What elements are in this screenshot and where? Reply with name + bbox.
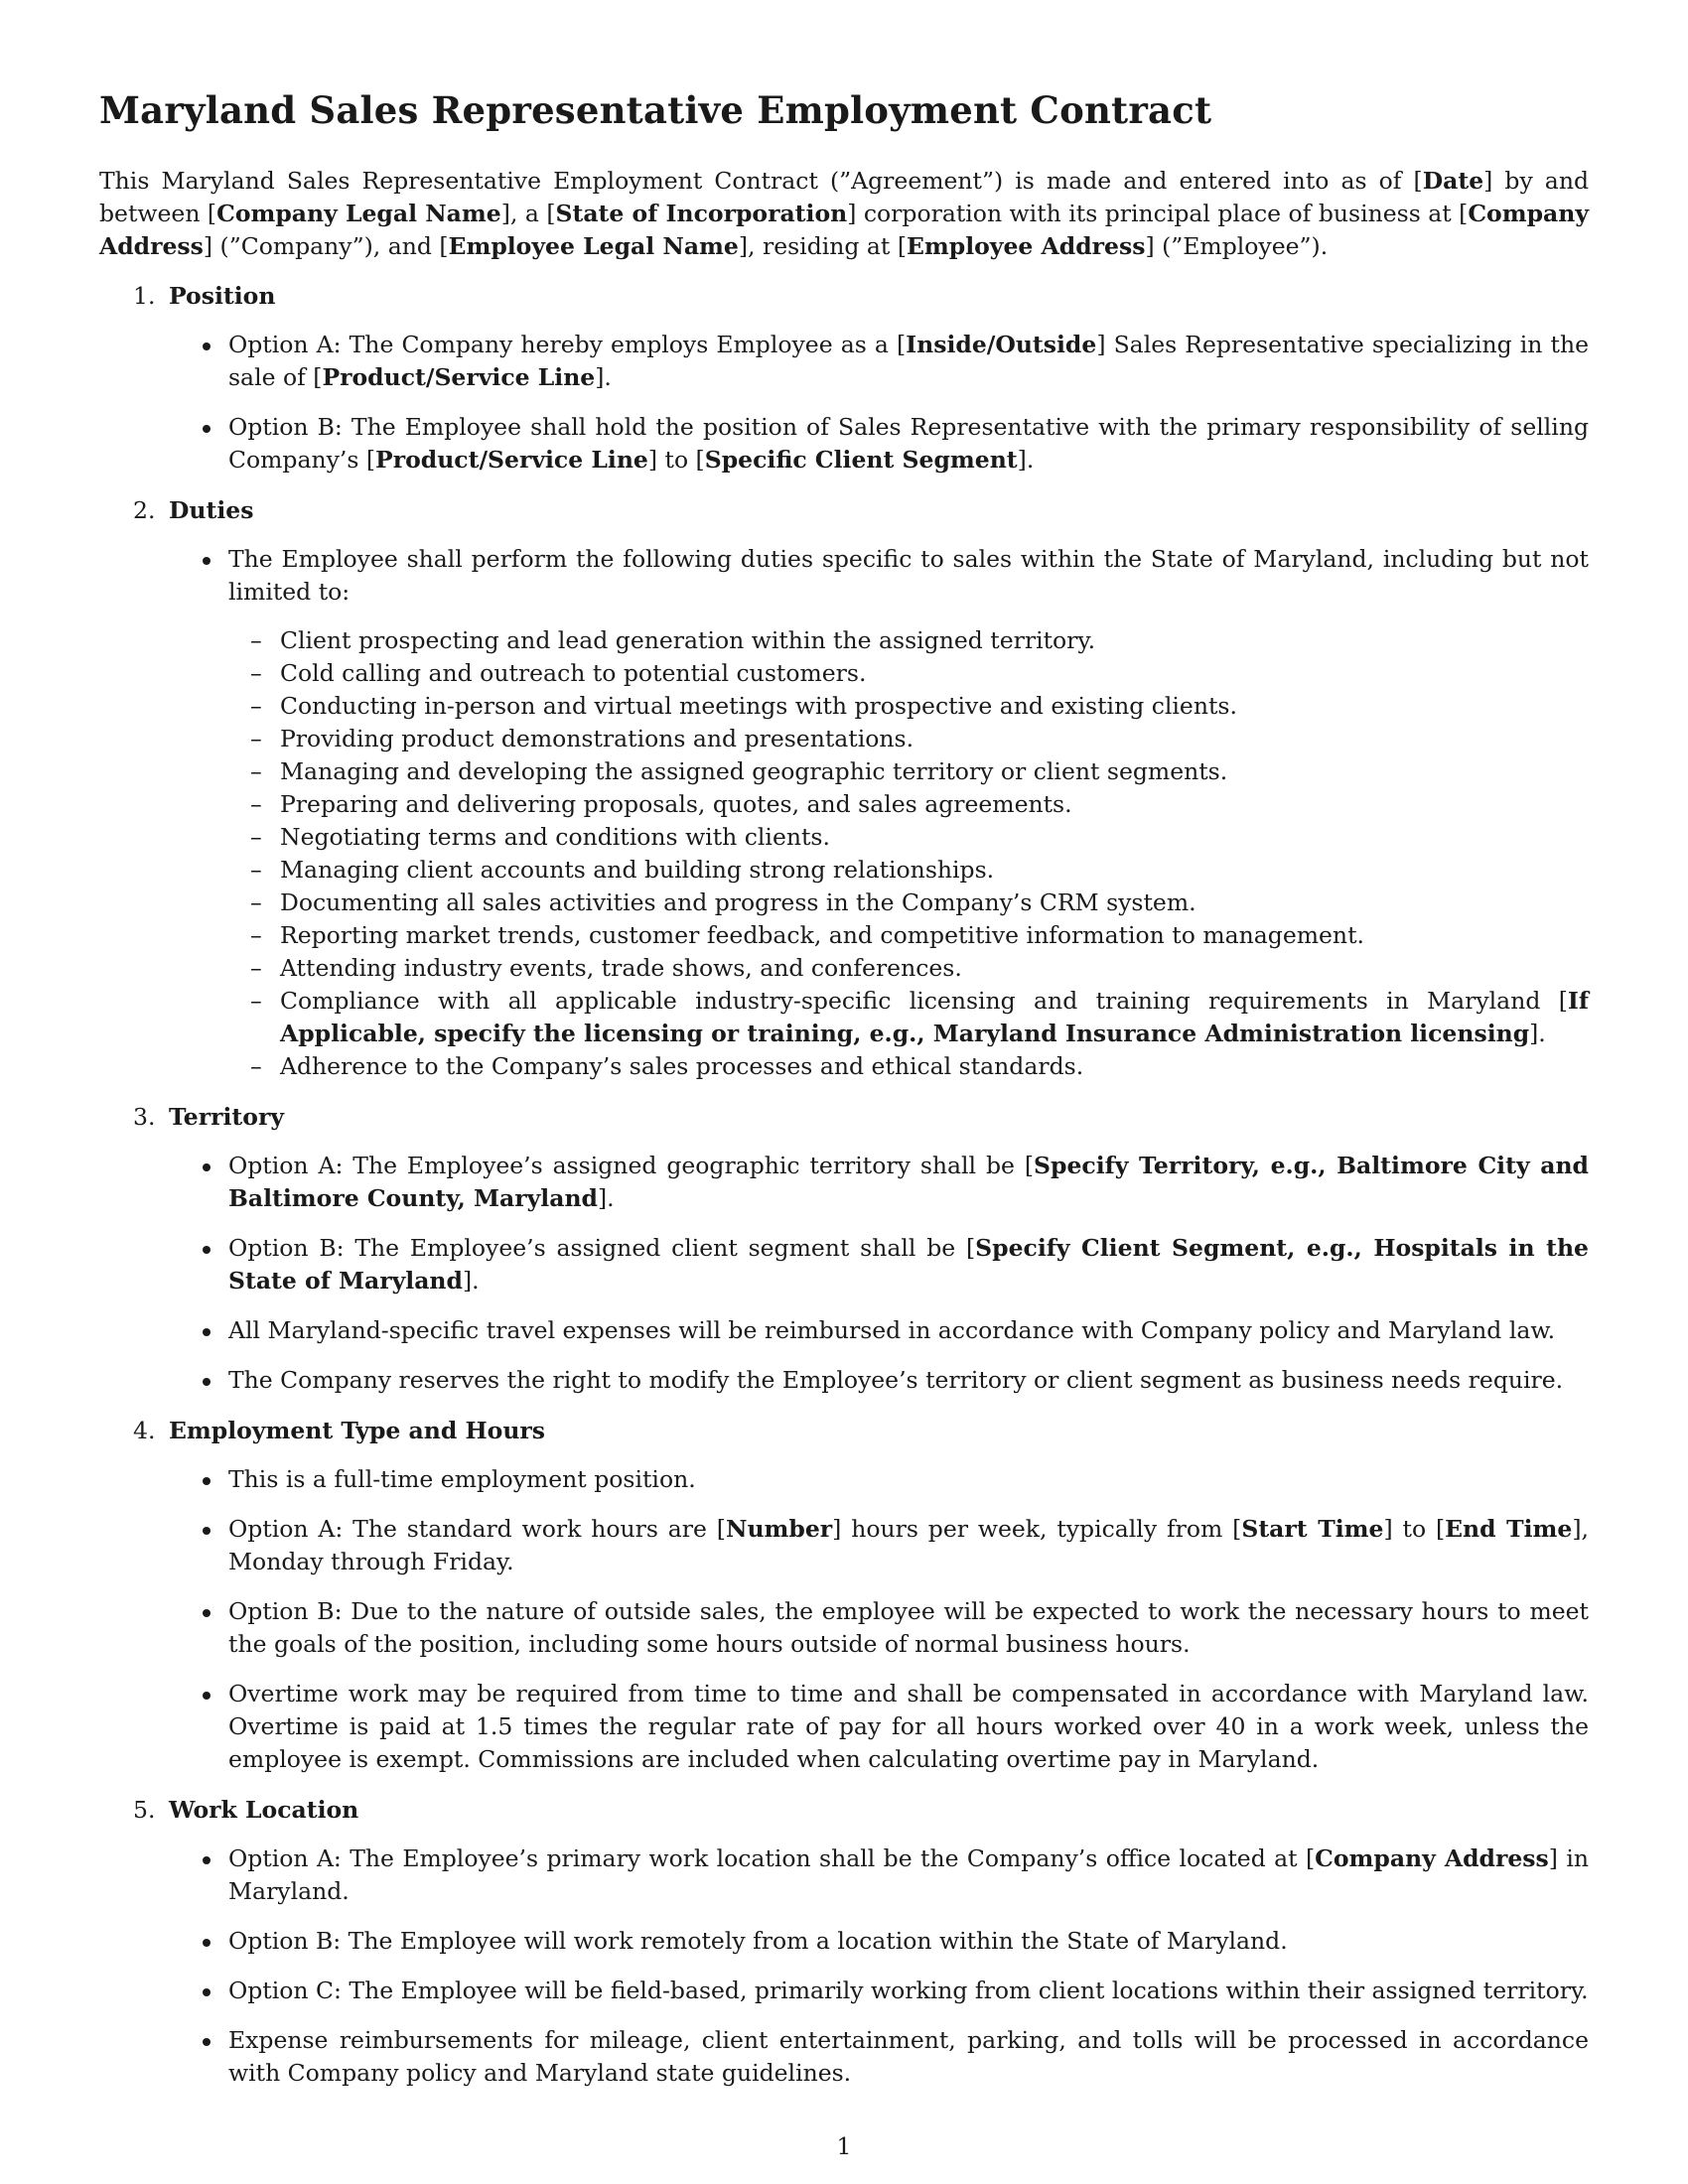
dash-icon: – — [250, 626, 262, 654]
section-duties — [99, 493, 1589, 1083]
dash-icon: – — [250, 921, 262, 949]
dash-icon: – — [250, 790, 262, 818]
list-item: This is a full-time employment position. — [169, 1463, 1589, 1496]
list-item: Option B: The Employee shall hold the position of Sales Representative with the primary responsibility of selling Company’s [Product/Service Line] to [Specific Client Segment]. — [169, 411, 1589, 477]
page-number: 1 — [836, 2132, 852, 2160]
list-item: Option A: The Employee’s assigned geographic territory shall be [Specify Territory, e.g., Baltimore City and Baltimore County, Maryland]. — [169, 1150, 1589, 1215]
dash-icon: – — [250, 757, 262, 785]
dash-icon: – — [250, 823, 262, 851]
placeholder-company-address: Company Address — [99, 200, 1589, 260]
placeholder-state-of-incorporation: State of Incorporation — [555, 200, 848, 227]
section-number: 2. — [133, 496, 156, 524]
dash-icon: – — [250, 856, 262, 884]
bullet-icon — [203, 425, 211, 433]
section-number: 5. — [133, 1796, 156, 1824]
placeholder-employee-legal-name: Employee Legal Name — [448, 232, 739, 260]
duty-item: – Managing client accounts and building strong relationships. — [228, 854, 1589, 887]
bullet-icon — [203, 1163, 211, 1171]
bullet-icon — [203, 1246, 211, 1254]
bullet-icon — [203, 1692, 211, 1700]
list-item: All Maryland-specific travel expenses will be reimbursed in accordance with Company policy and Maryland law. — [169, 1314, 1589, 1347]
list-item: Expense reimbursements for mileage, client entertainment, parking, and tolls will be processed in accordance with Company policy and Maryland state guidelines. — [169, 2024, 1589, 2090]
duty-item: – Managing and developing the assigned geographic territory or client segments. — [228, 755, 1589, 788]
intro-paragraph: This Maryland Sales Representative Employment Contract (”Agreement”) is made and entered into as of [Date] by and between [Company Legal Name], a [State of Incorporation] corporation with its principal place of business at [Company Address] (”Company”), and [Employee Legal Name], residing at [Employee Address] (”Employee”). — [99, 167, 1589, 260]
bullet-list — [169, 543, 1589, 1083]
list-item: The Employee shall perform the following duties specific to sales within the State of Maryland, including but not limited to: – Client prospecting and lead generation within the assigned territory. – Cold calling and outreach to potential customers. – Conducting in-person and virtual meetings with prospective and existing clients. – Providing product demonstrations and presentations. – Managing and developing the assigned geographic territory or client segments. – Preparing and delivering proposals, quotes, and sales agreements. – Negotiating terms and conditions with clients. – Managing client accounts and building strong relationships. – Documenting all sales activities and progress in the Company’s CRM system. – Reporting market trends, customer feedback, and competitive information to management. – Attending industry events, trade shows, and conferences. – Compliance with all applicable industry-specific licensing and training requirements in Maryland [If Applicable, specify the licensing or training, e.g., Maryland Insurance Administration licensing]. – Adherence to the Company’s sales processes and ethical standards. — [169, 543, 1589, 1083]
placeholder-date: Date — [1422, 167, 1484, 195]
dash-icon: – — [250, 692, 262, 720]
bullet-list — [169, 329, 1589, 477]
list-item: Option A: The Employee’s primary work location shall be the Company’s office located at [Company Address] in Maryland. — [169, 1843, 1589, 1908]
list-item: Option C: The Employee will be field-based, primarily working from client locations within their assigned territory. — [169, 1975, 1589, 2007]
bullet-icon — [203, 1939, 211, 1947]
list-item: Overtime work may be required from time to time and shall be compensated in accordance with Maryland law. Overtime is paid at 1.5 times the regular rate of pay for all hours worked over 40 in a work week, unless the employee is exempt. Commissions are included when calculating overtime pay in Maryland. — [169, 1678, 1589, 1776]
duty-item: – Client prospecting and lead generation within the assigned territory. — [228, 624, 1589, 657]
list-item: The Company reserves the right to modify the Employee’s territory or client segment as business needs require. — [169, 1364, 1589, 1397]
section-number: 1. — [133, 282, 156, 310]
section-heading: 2. Duties — [169, 493, 1589, 527]
duty-item: – Cold calling and outreach to potential customers. — [228, 657, 1589, 690]
bullet-icon — [203, 1328, 211, 1336]
bullet-list — [169, 1150, 1589, 1397]
dash-icon: – — [250, 1052, 262, 1080]
bullet-icon — [203, 1856, 211, 1864]
section-heading: 3. Territory — [169, 1100, 1589, 1134]
document-title: Maryland Sales Representative Employment Contract — [99, 88, 1212, 132]
placeholder-company-legal-name: Company Legal Name — [216, 200, 501, 227]
section-work-location — [99, 1793, 1589, 2090]
bullet-list — [169, 1843, 1589, 2090]
bullet-list — [169, 1463, 1589, 1776]
sections-list — [99, 279, 1589, 2090]
dash-icon: – — [250, 888, 262, 916]
duty-item: – Compliance with all applicable industry-specific licensing and training requirements in Maryland [If Applicable, specify the licensing or training, e.g., Maryland Insurance Administration licensing]. — [250, 987, 1589, 1047]
bullet-icon — [203, 1609, 211, 1617]
bullet-icon — [203, 1378, 211, 1386]
duty-item: – Attending industry events, trade shows, and conferences. — [228, 952, 1589, 985]
section-heading: 5. Work Location — [169, 1793, 1589, 1827]
placeholder-employee-address: Employee Address — [907, 232, 1146, 260]
section-number: 3. — [133, 1103, 156, 1131]
bullet-icon — [203, 557, 211, 565]
dash-icon: – — [250, 987, 262, 1015]
section-heading: 1. Position — [169, 279, 1589, 313]
bullet-icon — [203, 1988, 211, 1996]
bullet-icon — [203, 342, 211, 350]
dash-icon: – — [250, 954, 262, 982]
section-territory — [99, 1100, 1589, 1397]
duty-item: – Adherence to the Company’s sales processes and ethical standards. — [228, 1050, 1589, 1083]
section-number: 4. — [133, 1417, 156, 1444]
list-item: Option B: The Employee’s assigned client segment shall be [Specify Client Segment, e.g., Hospitals in the State of Maryland]. — [169, 1232, 1589, 1297]
section-heading: 4. Employment Type and Hours — [169, 1414, 1589, 1447]
bullet-icon — [203, 1527, 211, 1535]
dash-icon: – — [250, 659, 262, 687]
duties-list — [228, 624, 1589, 1083]
list-item: Option B: The Employee will work remotely from a location within the State of Maryland. — [169, 1925, 1589, 1958]
duty-item: – Conducting in-person and virtual meetings with prospective and existing clients. — [228, 690, 1589, 723]
section-employment-type — [99, 1414, 1589, 1776]
list-item: Option A: The Company hereby employs Employee as a [Inside/Outside] Sales Representative specializing in the sale of [Product/Service Line]. — [169, 329, 1589, 394]
duty-item: – Preparing and delivering proposals, quotes, and sales agreements. — [228, 788, 1589, 821]
duty-item: – Negotiating terms and conditions with clients. — [228, 821, 1589, 854]
dash-icon: – — [250, 725, 262, 752]
duty-item: – Providing product demonstrations and presentations. — [228, 723, 1589, 755]
list-item: Option A: The standard work hours are [Number] hours per week, typically from [Start Time] to [End Time], Monday through Friday. — [169, 1513, 1589, 1578]
bullet-icon — [203, 2038, 211, 2046]
duty-item: – Reporting market trends, customer feedback, and competitive information to management. — [228, 919, 1589, 952]
list-item: Option B: Due to the nature of outside sales, the employee will be expected to work the necessary hours to meet the goals of the position, including some hours outside of normal business hours. — [169, 1595, 1589, 1661]
document-page — [99, 85, 1589, 2107]
section-position — [99, 279, 1589, 477]
bullet-icon — [203, 1477, 211, 1485]
duty-item: – Documenting all sales activities and progress in the Company’s CRM system. — [228, 887, 1589, 919]
